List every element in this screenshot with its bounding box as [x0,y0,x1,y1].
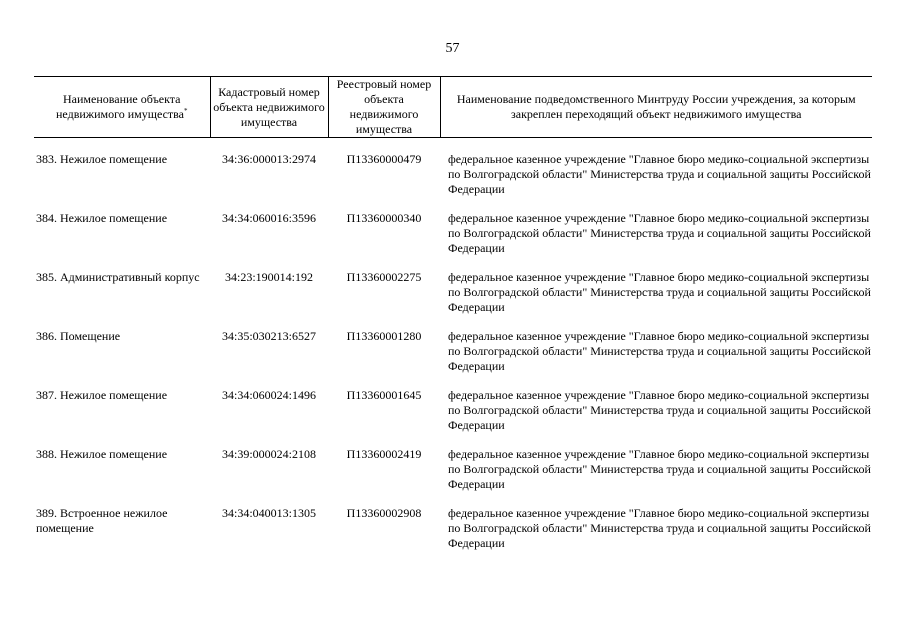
organization-name: федеральное казенное учреждение "Главное бюро медико-социальной экспертизы по Волгоградской области" Министерства труда и социальной защиты Российской Федерации [448,270,871,314]
cadastral-number: 34:34:040013:1305 [221,506,316,520]
organization-name: федеральное казенное учреждение "Главное бюро медико-социальной экспертизы по Волгоградской области" Министерства труда и социальной защиты Российской Федерации [448,388,871,432]
object-name: 387. Нежилое помещение [36,388,168,402]
registry-number: П13360002908 [346,506,422,520]
registry-number: П13360000340 [346,211,422,225]
registry-number: П13360000479 [346,152,422,166]
object-name: 385. Административный корпус [36,270,200,284]
cadastral-number: 34:39:000024:2108 [221,447,316,461]
table-row [34,447,872,506]
cadastral-number: 34:23:190014:192 [224,270,313,284]
registry-number: П13360001645 [346,388,422,402]
table-header [34,77,872,138]
footnote-mark: * [184,107,188,115]
table-body [34,138,872,566]
table-row [34,388,872,447]
cadastral-number: 34:36:000013:2974 [221,152,316,166]
organization-name: федеральное казенное учреждение "Главное бюро медико-социальной экспертизы по Волгоградской области" Министерства труда и социальной защиты Российской Федерации [448,211,871,255]
registry-number: П13360001280 [346,329,422,343]
table-row [34,506,872,565]
cadastral-number: 34:34:060016:3596 [221,211,316,225]
object-name: 383. Нежилое помещение [36,152,168,166]
cadastral-number: 34:34:060024:1496 [221,388,316,402]
organization-name: федеральное казенное учреждение "Главное бюро медико-социальной экспертизы по Волгоградской области" Министерства труда и социальной защиты Российской Федерации [448,152,871,196]
header-organization: Наименование подведомственного Минтруду России учреждения, за которым закреплен переходящий объект недвижимого имущества [440,77,872,138]
object-name: 388. Нежилое помещение [36,447,168,461]
registry-number: П13360002419 [346,447,422,461]
header-cadastral: Кадастровый номер объекта недвижимого имущества [210,77,328,138]
header-name [34,77,210,138]
organization-name: федеральное казенное учреждение "Главное бюро медико-социальной экспертизы по Волгоградской области" Министерства труда и социальной защиты Российской Федерации [448,329,871,373]
header-spacer [34,138,872,153]
header-registry: Реестровый номер объекта недвижимого имущества [328,77,440,138]
table-row [34,211,872,270]
property-table [34,76,872,565]
object-name: 384. Нежилое помещение [36,211,168,225]
table-row [34,329,872,388]
table-row [34,270,872,329]
registry-number: П13360002275 [346,270,422,284]
table-row [34,152,872,211]
object-name: 386. Помещение [36,329,121,343]
organization-name: федеральное казенное учреждение "Главное бюро медико-социальной экспертизы по Волгоградской области" Министерства труда и социальной защиты Российской Федерации [448,447,871,491]
header-name-label: Наименование объекта недвижимого имущества [56,92,184,121]
organization-name: федеральное казенное учреждение "Главное бюро медико-социальной экспертизы по Волгоградской области" Министерства труда и социальной защиты Российской Федерации [448,506,871,550]
page-number: 57 [445,41,460,56]
object-name: 389. Встроенное нежилое помещение [36,506,168,535]
cadastral-number: 34:35:030213:6527 [221,329,316,343]
